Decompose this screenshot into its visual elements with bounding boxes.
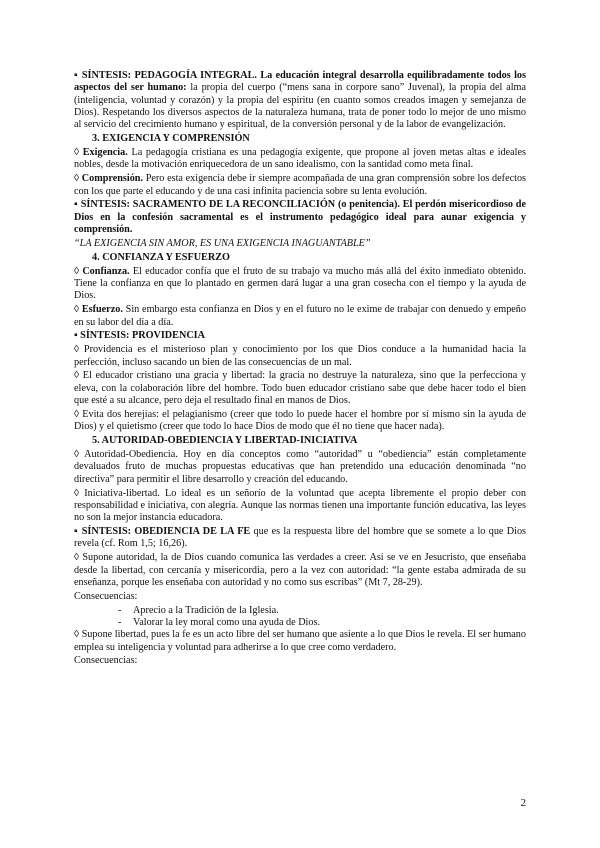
- quote-exigencia: “LA EXIGENCIA SIN AMOR, ES UNA EXIGENCIA INAGUANTABLE”: [74, 237, 371, 249]
- heading-exigencia-comprension: 3. EXIGENCIA Y COMPRENSIÓN: [92, 133, 250, 145]
- heading-autoridad-libertad: 5. AUTORIDAD-OBEDIENCIA Y LIBERTAD-INICIATIVA: [92, 435, 358, 447]
- paragraph-autoridad: ◊ Autoridad-Obediencia. Hoy en día conceptos como “autoridad” u “obediencia” están completamente devaluados fruto de muchas propuestas educativas que han pretendido una educación denominada “no directiva” para permitir el libre desarrollo y creación del educando.: [74, 448, 527, 485]
- list-item: - Aprecio a la Tradición de la Iglesia.: [118, 605, 526, 617]
- heading-confianza-esfuerzo: 4. CONFIANZA Y ESFUERZO: [92, 251, 230, 263]
- paragraph-supone-libertad: ◊ Supone libertad, pues la fe es un acto libre del ser humano que asiente a lo que Dios le revela. El ser humano emplea su inteligencia y voluntad para adherirse a lo que cree como verdadero.: [74, 629, 526, 653]
- paragraph-exigencia: ◊ Exigencia. La pedagogía cristiana es una pedagogía exigente, que propone al joven metas altas e ideales nobles, desde la motivación enriquecedora de un sano idealismo, con la santidad como meta final.: [74, 147, 527, 171]
- paragraph-esfuerzo: ◊ Esfuerzo. Sin embargo esta confianza en Dios y en el futuro no le exime de trabajar con denuedo y empeño en su labor del día a día.: [74, 304, 526, 328]
- list-item: - Valorar la ley moral como una ayuda de Dios.: [118, 617, 526, 629]
- sintesis-pedagogia-integral: ▪ SÍNTESIS: PEDAGOGÍA INTEGRAL. La educación integral desarrolla equilibradamente todos los aspectos del ser humano: la propia del cuerpo (“mens sana in corpore sano” Juvenal), la propia del alma (inteligencia, voluntad y corazón) y la propia del espíritu (en cuanto somos creados imagen y semejanza de Dios). Respetando los diversos aspectos de la naturaleza humana, trata de poner todo lo mejor de uno mismo al servicio del crecimiento humano y espiritual, de la conversión personal y de la labor de evangelización.: [74, 70, 526, 131]
- paragraph-iniciativa: ◊ Iniciativa-libertad. Lo ideal es un señorío de la voluntad que acepta libremente el propio deber con responsabilidad e iniciativa, con alegría. Aunque las normas tienen una importante función educativa, las leyes no son la mejor instancia educadora.: [74, 487, 526, 524]
- paragraph-comprension: ◊ Comprensión. Pero esta exigencia debe ir siempre acompañada de una gran comprensión sobre los defectos con los que parte el educando y de una casi infinita paciencia sobre su lenta evolución.: [74, 173, 526, 197]
- consecuencias-list: [74, 605, 526, 630]
- page-number: 2: [520, 797, 526, 809]
- consecuencias-label-2: Consecuencias:: [74, 655, 138, 667]
- sintesis-reconciliacion: ▪ SÍNTESIS: SACRAMENTO DE LA RECONCILIACIÓN (o penitencia). El perdón misericordioso de Dios en la confesión sacramental es el instrumento pedagógico ideal para aunar exigencia y comprensión.: [74, 199, 526, 236]
- paragraph-supone-autoridad: ◊ Supone autoridad, la de Dios cuando comunica las verdades a creer. Así se ve en Jesucristo, que enseñaba desde la libertad, con cercanía y misericordia, pero a la vez con autoridad: “la gente estaba admirada de su enseñanza, porque les enseñaba con autoridad y no como sus escribas” (Mt 7, 28-29).: [74, 552, 527, 588]
- document-page: [74, 70, 526, 669]
- paragraph-confianza: ◊ Confianza. El educador confía que el fruto de su trabajo va mucho más allá del éxito inmediato obtenido. Tiene la confianza en que lo plantado en germen dará lugar a una gran cosecha con el tiempo y la ayuda de Dios.: [74, 265, 527, 302]
- sintesis-providencia: ▪ SÍNTESIS: PROVIDENCIA: [74, 330, 205, 342]
- paragraph-providencia-3: ◊ Evita dos herejías: el pelagianismo (creer que todo lo puede hacer el hombre por sí mismo sin la ayuda de Dios) y el quietismo (creer que todo lo hace Dios de modo que él no tiene que hacer nada).: [74, 408, 527, 433]
- paragraph-providencia-1: ◊ Providencia es el misterioso plan y conocimiento por los que Dios conduce a la humanidad hacia la perfección, incluso sacando un bien de las consecuencias de un mal.: [74, 344, 526, 368]
- sintesis-obediencia-fe: ▪ SÍNTESIS: OBEDIENCIA DE LA FE que es la respuesta libre del hombre que se somete a lo que Dios revela (cf. Rom 1,5; 16,26).: [74, 526, 527, 550]
- paragraph-providencia-2: ◊ El educador cristiano una gracia y libertad: la gracia no destruye la naturaleza, sino que la perfecciona y eleva, con la colaboración libre del hombre. Todo buen educador cristiano sabe que debe hacer todo el bien que esté a su alcance, pero deja el resultado final en manos de Dios.: [74, 370, 527, 407]
- consecuencias-label-1: Consecuencias:: [74, 590, 138, 602]
